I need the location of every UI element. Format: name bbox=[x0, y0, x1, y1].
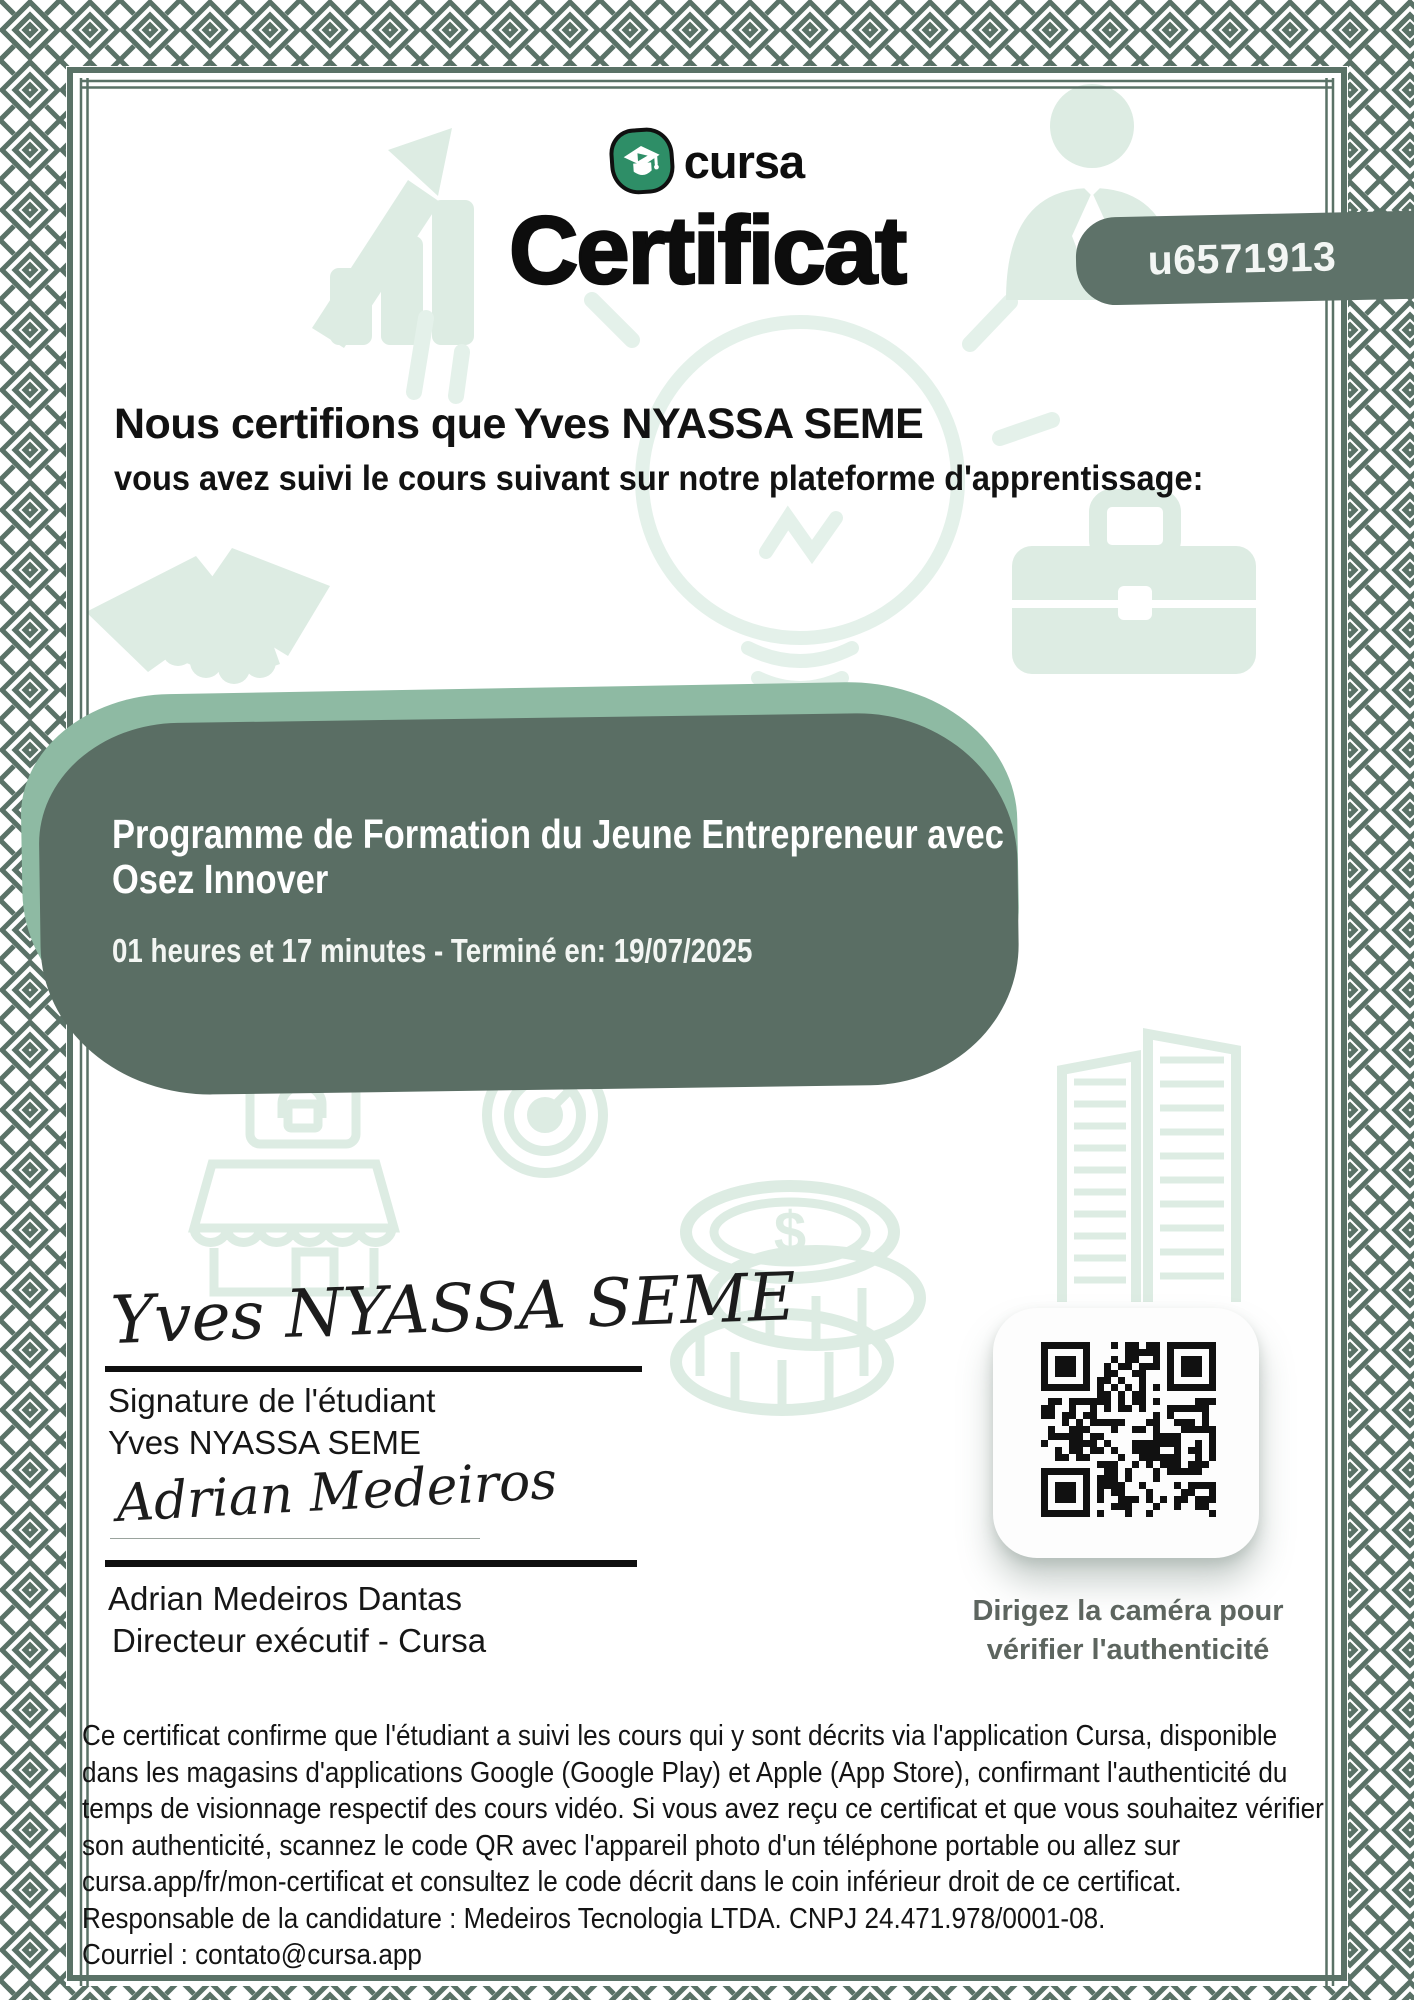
certificate-title: Certificat bbox=[508, 197, 906, 304]
qr-code bbox=[1041, 1342, 1216, 1517]
certificate-id: u6571913 bbox=[1147, 232, 1337, 283]
intro-line-1 bbox=[114, 400, 923, 449]
student-signature-line bbox=[105, 1366, 642, 1372]
student-printed-name: Yves NYASSA SEME bbox=[108, 1424, 422, 1461]
footer-text bbox=[82, 1718, 1329, 1974]
qr-caption-line2: vérifier l'authenticité bbox=[986, 1634, 1270, 1666]
director-role: Directeur exécutif - Cursa bbox=[112, 1622, 487, 1659]
student-signature-script: Yves NYASSA SEME bbox=[109, 1258, 798, 1359]
brand-name: cursa bbox=[683, 134, 805, 188]
cursa-logo-icon bbox=[608, 126, 676, 196]
intro-line-2: vous avez suivi le cours suivant sur notre plateforme d'apprentissage: bbox=[114, 459, 1204, 498]
student-signature-label: Signature de l'étudiant bbox=[108, 1382, 436, 1419]
brand-logo bbox=[0, 128, 1414, 194]
course-meta: 01 heures et 17 minutes - Terminé en: 19/07/2025 bbox=[112, 932, 753, 970]
footer-body: Ce certificat confirme que l'étudiant a suivi les cours qui y sont décrits via l'application Cursa, disponible dans les magasins d'applications Google (Google Play) et Apple (App Store), confirmant l'authenticité du temps de visionnage respectif des cours vidéo. Si vous avez reçu ce certificat et que vous souhaitez vérifier son authenticité, scannez le code QR avec l'appareil photo d'un téléphone portable ou allez sur cursa.app/fr/mon-certificat et consultez le code décrit dans le coin inférieur droit de ce certificat. bbox=[82, 1720, 1324, 1898]
director-signature-line bbox=[105, 1560, 637, 1567]
course-title: Programme de Formation du Jeune Entrepreneur avec Osez Innover bbox=[112, 811, 1004, 903]
course-panel-text bbox=[112, 812, 1103, 970]
qr-card bbox=[993, 1308, 1259, 1558]
director-signature-script: Adrian Medeiros bbox=[114, 1451, 559, 1534]
footer-email: Courriel : contato@cursa.app bbox=[82, 1939, 422, 1971]
intro-prefix: Nous certifions que bbox=[114, 400, 506, 448]
student-name: Yves NYASSA SEME bbox=[513, 400, 924, 448]
director-signature-faint-line bbox=[110, 1538, 480, 1539]
svg-text:$: $ bbox=[773, 1200, 807, 1265]
certificate-id-badge bbox=[1075, 210, 1414, 306]
director-printed-name: Adrian Medeiros Dantas bbox=[108, 1580, 463, 1617]
qr-caption-line1: Dirigez la caméra pour bbox=[972, 1595, 1284, 1627]
footer-responsible: Responsable de la candidature : Medeiros Tecnologia LTDA. CNPJ 24.471.978/0001-08. bbox=[82, 1902, 1106, 1935]
qr-caption bbox=[968, 1592, 1288, 1670]
